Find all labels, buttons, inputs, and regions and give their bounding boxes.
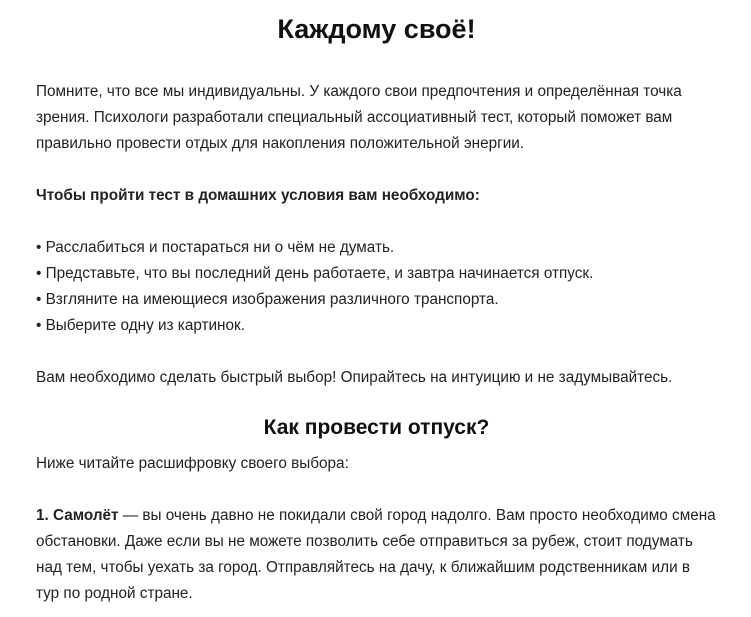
article-title: Каждому своё! (277, 14, 476, 44)
section-subtitle: Как провести отпуск? (263, 416, 490, 439)
intro-paragraph: Помните, что все мы индивидуальны. У каждого свои предпочтения и определённая точка зрения. Психологи разработали специальный ассоциативный тест, который поможет вам правильно провести отдых для накопления положительной энергии. (36, 83, 682, 152)
decoding-intro: Ниже читайте расшифровку своего выбора: (36, 455, 349, 472)
result-item-airplane (36, 503, 717, 607)
instructions-heading: Чтобы пройти тест в домашних условия вам необходимо: (36, 187, 480, 204)
result-item-text: — вы очень давно не покидали свой город надолго. Вам просто необходимо смена обстановки. Даже если вы не можете позволить себе отправиться за рубеж, стоит подумать над тем, чтобы уехать за город. Отправляйтесь на дачу, к ближайшим родственникам или в тур по родной стране. (36, 507, 716, 602)
list-item: • Взгляните на имеющиеся изображения различного транспорта. (36, 291, 499, 308)
result-item-label: 1. Самолёт (36, 507, 119, 524)
choice-note: Вам необходимо сделать быстрый выбор! Опирайтесь на интуицию и не задумывайтесь. (36, 369, 673, 386)
list-item: • Расслабиться и постараться ни о чём не думать. (36, 239, 395, 256)
list-item: • Представьте, что вы последний день работаете, и завтра начинается отпуск. (36, 265, 594, 282)
list-item: • Выберите одну из картинок. (36, 317, 245, 334)
steps-list (36, 235, 717, 339)
